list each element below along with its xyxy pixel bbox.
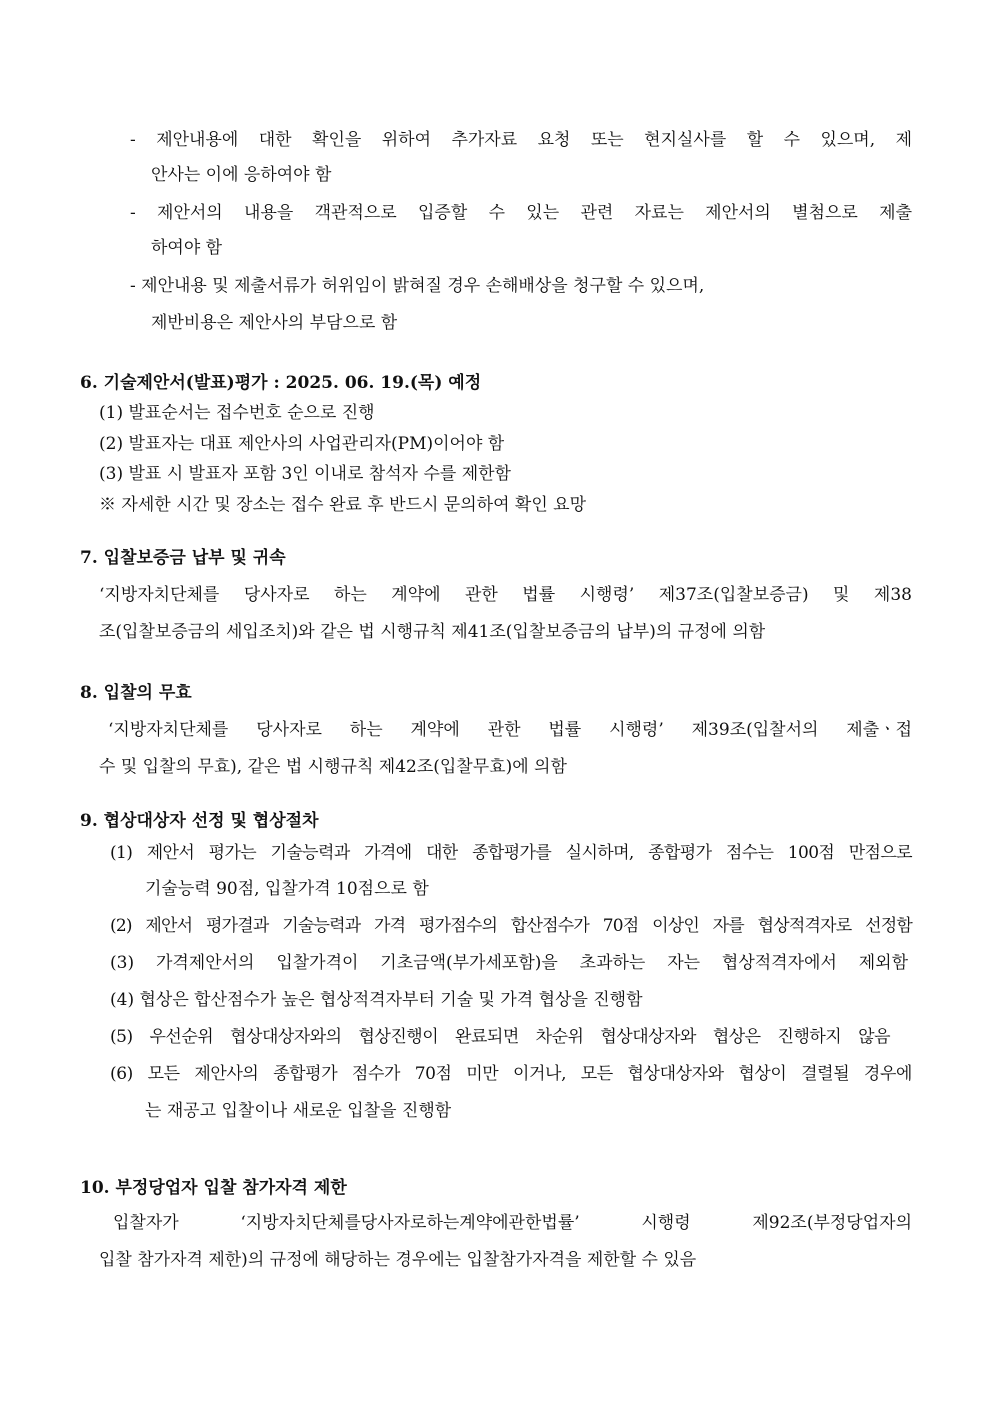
section-9-item: (6) 모든 제안사의 종합평가 점수가 70점 미만 이거나, 모든 협상대상자와 협상이 결렬될 경우에 [110, 1064, 912, 1084]
section-8-title: 8. 입찰의 무효 [80, 683, 192, 703]
bullet-line: - 제안서의 내용을 객관적으로 입증할 수 있는 관련 자료는 제안서의 별첨으로 제출 [130, 203, 912, 223]
section-10-body: 입찰 참가자격 제한)의 규정에 해당하는 경우에는 입찰참가자격을 제한할 수 있음 [99, 1250, 697, 1270]
section-9-item: 기술능력 90점, 입찰가격 10점으로 함 [145, 879, 429, 899]
bullet-line: 안사는 이에 응하여야 함 [151, 165, 332, 185]
section-6-note: ※ 자세한 시간 및 장소는 접수 완료 후 반드시 문의하여 확인 요망 [99, 495, 586, 515]
bullet-line: 하여야 함 [151, 238, 223, 258]
section-6-item: (3) 발표 시 발표자 포함 3인 이내로 참석자 수를 제한함 [99, 464, 511, 484]
bullet-line: - 제안내용 및 제출서류가 허위임이 밝혀질 경우 손해배상을 청구할 수 있으며, [130, 276, 705, 296]
section-7-body: ‘지방자치단체를 당사자로 하는 계약에 관한 법률 시행령’ 제37조(입찰보증금) 및 제38 [99, 585, 912, 605]
section-8-body: 수 및 입찰의 무효), 같은 법 시행규칙 제42조(입찰무효)에 의함 [99, 757, 567, 777]
section-7-title: 7. 입찰보증금 납부 및 귀속 [80, 548, 286, 568]
section-9-item: 는 재공고 입찰이나 새로운 입찰을 진행함 [145, 1101, 452, 1121]
bullet-line: 제반비용은 제안사의 부담으로 함 [151, 313, 398, 333]
bullet-line: - 제안내용에 대한 확인을 위하여 추가자료 요청 또는 현지실사를 할 수 있으며, 제 [130, 130, 912, 150]
section-9-item: (4) 협상은 합산점수가 높은 협상적격자부터 기술 및 가격 협상을 진행함 [110, 990, 643, 1010]
section-7-body: 조(입찰보증금의 세입조치)와 같은 법 시행규칙 제41조(입찰보증금의 납부)의 규정에 의함 [99, 622, 766, 642]
section-9-item: (1) 제안서 평가는 기술능력과 가격에 대한 종합평가를 실시하며, 종합평가 점수는 100점 만점으로 [110, 843, 912, 863]
section-6-item: (1) 발표순서는 접수번호 순으로 진행 [99, 403, 375, 423]
section-10-body: 입찰자가 ‘지방자치단체를당사자로하는계약에관한법률’ 시행령 제92조(부정당업자의 [113, 1213, 912, 1233]
section-6-title: 6. 기술제안서(발표)평가 : 2025. 06. 19.(목) 예정 [80, 373, 482, 393]
section-6-item: (2) 발표자는 대표 제안사의 사업관리자(PM)이어야 함 [99, 434, 505, 454]
section-9-item: (5) 우선순위 협상대상자와의 협상진행이 완료되면 차순위 협상대상자와 협상은 진행하지 않음 [110, 1027, 890, 1047]
section-9-item: (3) 가격제안서의 입찰가격이 기초금액(부가세포함)을 초과하는 자는 협상적격자에서 제외함 [110, 953, 908, 973]
section-9-title: 9. 협상대상자 선정 및 협상절차 [80, 811, 319, 831]
section-8-body: ‘지방자치단체를 당사자로 하는 계약에 관한 법률 시행령’ 제39조(입찰서의 제출ㆍ접 [108, 720, 912, 740]
section-10-title: 10. 부정당업자 입찰 참가자격 제한 [80, 1178, 347, 1198]
section-9-item: (2) 제안서 평가결과 기술능력과 가격 평가점수의 합산점수가 70점 이상인 자를 협상적격자로 선정함 [110, 916, 912, 936]
